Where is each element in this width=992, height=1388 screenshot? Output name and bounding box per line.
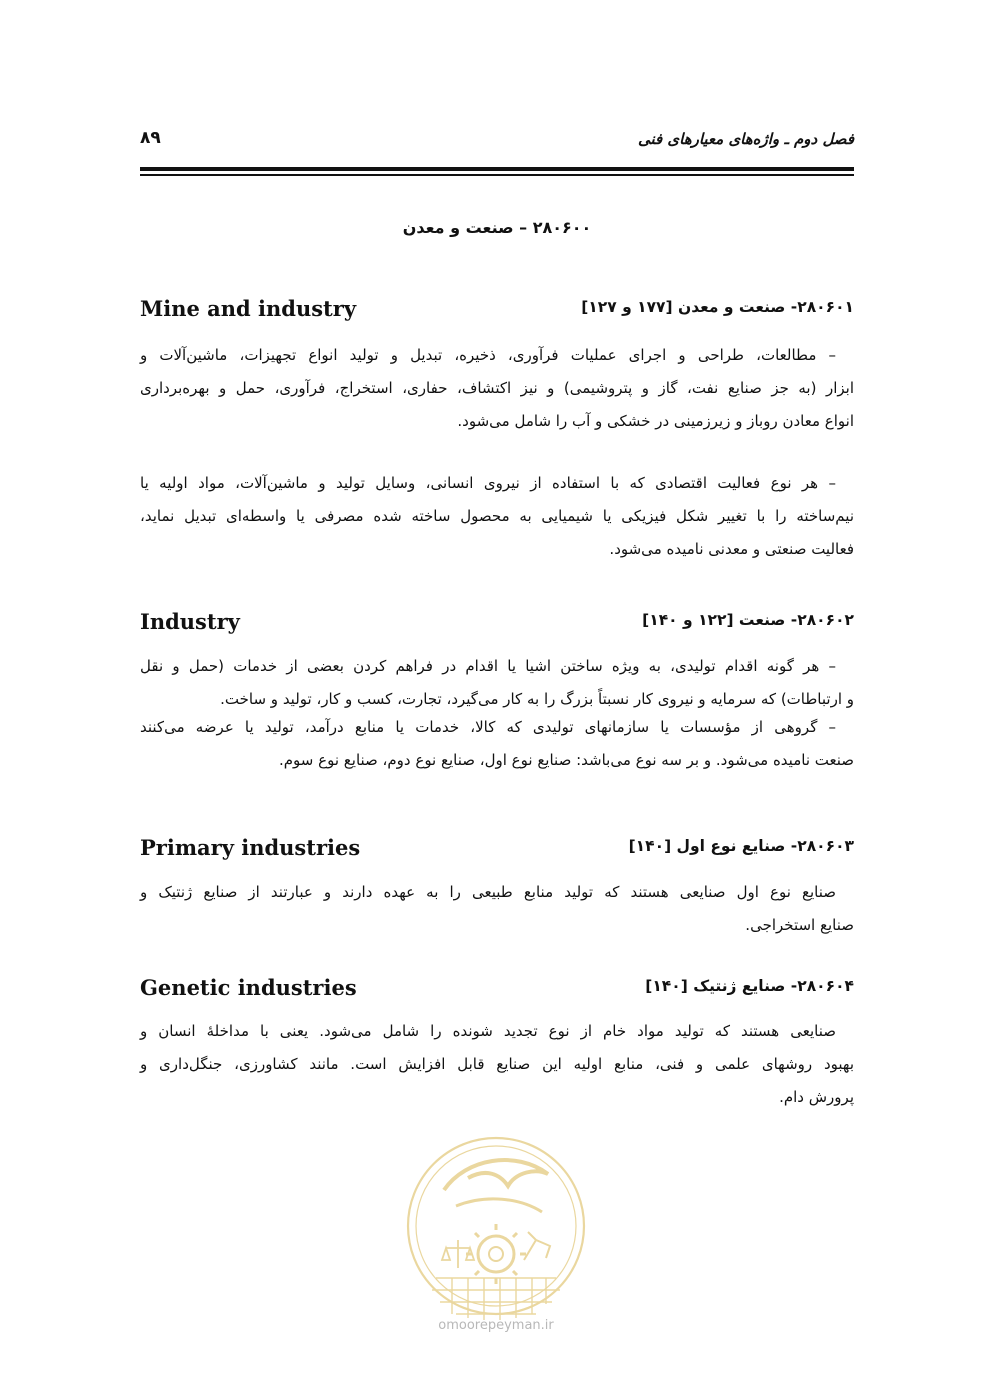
paragraph-line: بهبود روشهای علمی و فنی، منابع اولیه این صنایع قابل افزایش است. مانند کشاورزی، جنگل‌داری و: [140, 1055, 854, 1073]
paragraph-line: – هر نوع فعالیت اقتصادی که با استفاده از نیروی انسانی، وسایل تولید و ماشین‌آلات، مواد اولیه یا: [140, 474, 836, 492]
paragraph-line: ابزار (به جز صنایع نفت، گاز و پتروشیمی) و نیز اکتشاف، حفاری، استخراج، فرآوری، حمل و بهره‌برداری: [140, 379, 854, 397]
paragraph-line: صنایعی هستند که تولید مواد خام از نوع تجدید شونده را شامل می‌شود. یعنی با مداخلهٔ انسان و: [140, 1022, 836, 1040]
entry-heading-en: Industry: [140, 609, 240, 634]
entry-heading: [140, 975, 854, 1005]
entry-heading: [140, 296, 854, 326]
paragraph-line: و ارتباطات) که سرمایه و نیروی کار نسبتاً بزرگ را به کار می‌گیرد، تجارت، کسب و کار، تولید و ساخت.: [220, 690, 854, 708]
section-title: ۲۸۰۶۰۰ – صنعت و معدن: [402, 218, 592, 237]
entry-heading-en: Genetic industries: [140, 975, 357, 1000]
paragraph: [140, 339, 854, 438]
paragraph-line: انواع معادن روباز و زیرزمینی در خشکی و آب را شامل می‌شود.: [457, 412, 854, 430]
paragraph-line: فعالیت صنعتی و معدنی نامیده می‌شود.: [609, 540, 854, 558]
paragraph-line: پرورش دام.: [779, 1088, 854, 1106]
entry-heading-en: Mine and industry: [140, 296, 357, 321]
chapter-title: فصل دوم ـ واژه‌های معیارهای فنی: [637, 130, 854, 148]
entry-heading-fa: ۲۸۰۶۰۴- صنایع ژنتیک [۱۴۰]: [645, 977, 854, 995]
entry-heading-fa: ۲۸۰۶۰۱- صنعت و معدن [۱۷۷ و ۱۲۷]: [581, 298, 854, 316]
paragraph-line: صنایع استخراجی.: [745, 916, 854, 934]
header-rule-thin: [140, 174, 854, 176]
paragraph: [140, 467, 854, 566]
paragraph: [140, 1015, 854, 1114]
watermark-site: omoorepeyman.ir: [438, 1318, 554, 1333]
paragraph-line: – گروهی از مؤسسات یا سازمانهای تولیدی که کالا، خدمات یا منابع درآمد، تولید یا عرضه می‌کنند: [140, 718, 836, 736]
page-header: [140, 126, 854, 162]
entry-heading: [140, 835, 854, 865]
paragraph-line: نیم‌ساخته را با تغییر شکل فیزیکی یا شیمیایی به محصول ساخته شده مصرفی یا واسطه‌ای تبدیل نماید،: [140, 507, 854, 525]
page-number: ۸۹: [140, 128, 161, 148]
entry-heading-fa: ۲۸۰۶۰۳- صنایع نوع اول [۱۴۰]: [628, 837, 854, 855]
entry-heading: [140, 609, 854, 639]
entry-heading-fa: ۲۸۰۶۰۲- صنعت [۱۲۲ و ۱۴۰]: [642, 611, 854, 629]
paragraph: [140, 711, 854, 777]
watermark-logo: [396, 1128, 596, 1328]
paragraph-line: – مطالعات، طراحی و اجرای عملیات فرآوری، ذخیره، تبدیل و تولید انواع تجهیزات، ماشین‌آلات و: [140, 346, 836, 364]
paragraph: [140, 876, 854, 942]
paragraph-line: – هر گونه اقدام تولیدی، به ویژه ساختن اشیا یا اقدام در فراهم کردن بعضی از خدمات (حمل و نقل: [140, 657, 836, 675]
paragraph-line: صنایع نوع اول صنایعی هستند که تولید منابع طبیعی را به عهده دارند و عبارتند از صنایع ژنتیک و: [140, 883, 836, 901]
header-rule-thick: [140, 167, 854, 171]
paragraph-line: صنعت نامیده می‌شود. و بر سه نوع می‌باشد: صنایع نوع اول، صنایع نوع دوم، صنایع نوع سوم.: [279, 751, 854, 769]
paragraph: [140, 650, 854, 716]
entry-heading-en: Primary industries: [140, 835, 361, 860]
